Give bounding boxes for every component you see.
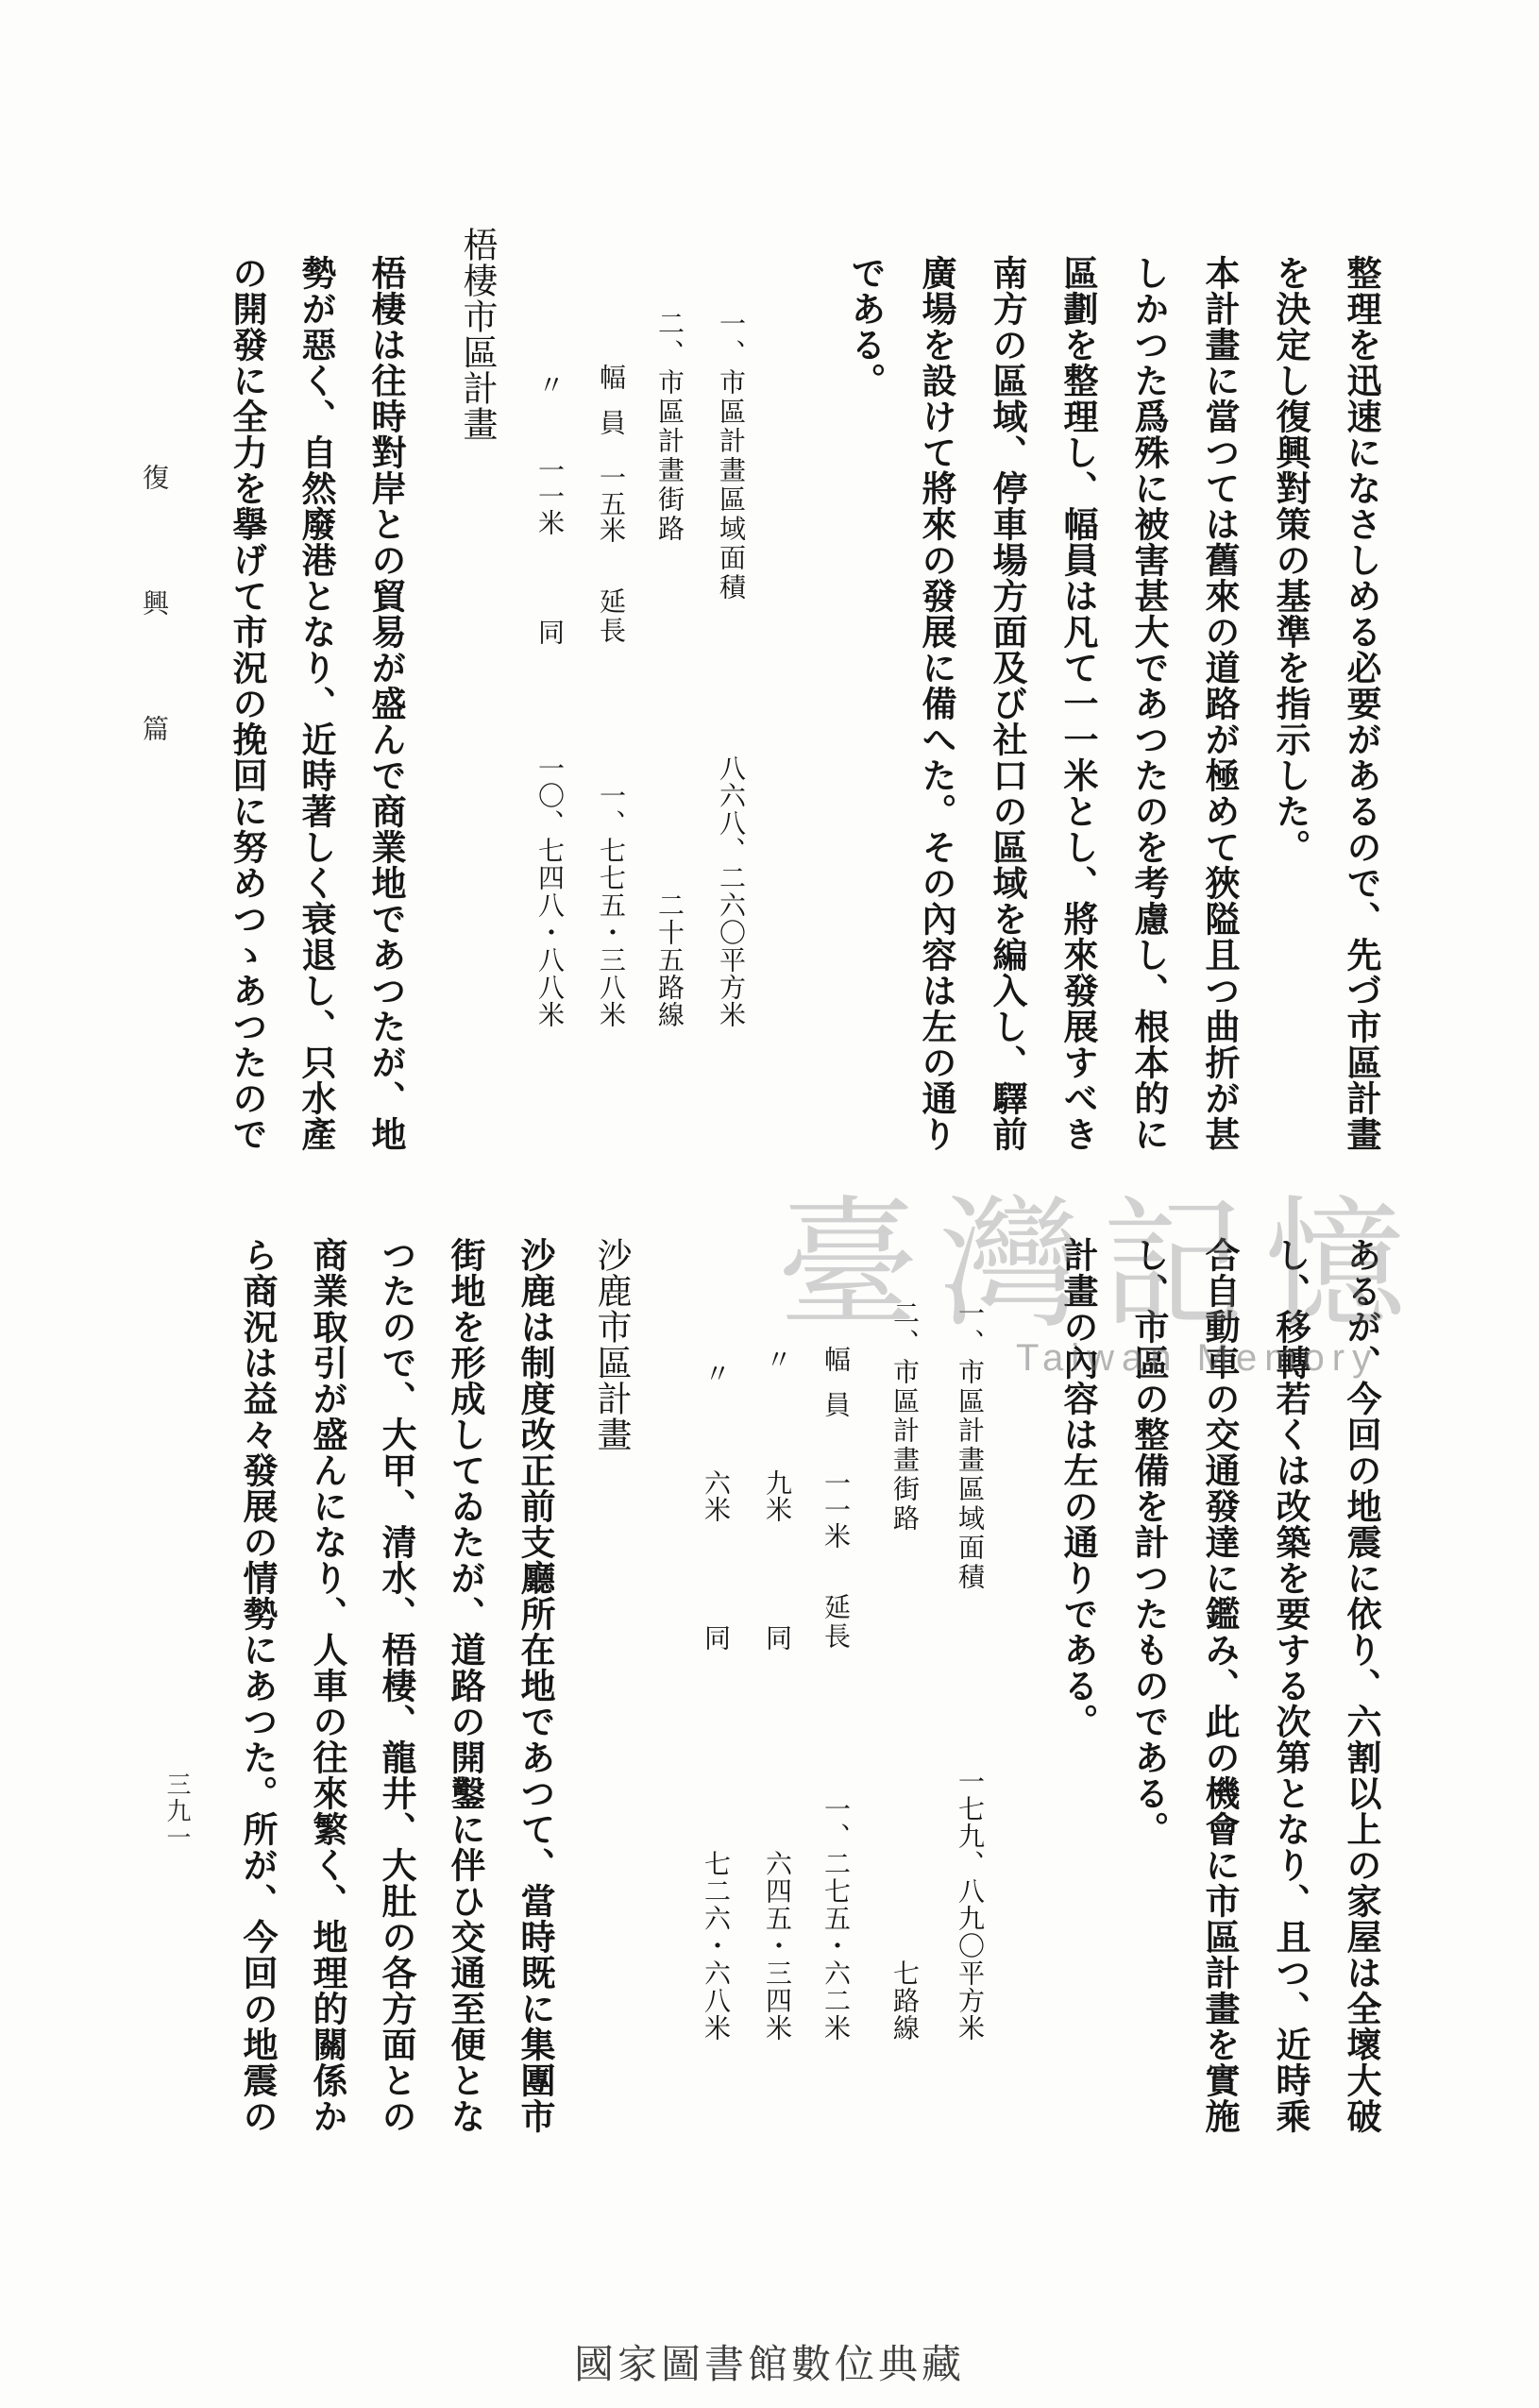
body-text-column: 計畫の內容は左の通りである。 <box>1057 1237 1099 1739</box>
section-text-column: 商業取引が盛んになり、人車の往來繁く、地理的關係か <box>307 1237 348 2134</box>
section-text-column: 沙鹿は制度改正前支廳所在地であつて、當時既に集團市 <box>515 1237 556 2134</box>
section-text-column: の開發に全力を擧げて市況の挽回に努めつゝあつたので <box>227 255 268 1152</box>
body-text-column: あるが、今回の地震に依り、六割以上の家屋は全壞大破 <box>1341 1237 1382 2134</box>
section-heading: 沙鹿市區計畫 <box>591 1237 632 1452</box>
plan-item-label: 二、市區計畫街路 <box>654 310 685 544</box>
plan-item-value: 一七九、八九〇平方米 <box>955 1768 986 2042</box>
road-spec-term: 同 <box>701 1624 732 1653</box>
plan-item-value: 七路線 <box>889 1959 921 2042</box>
section-text-column: 街地を形成してゐたが、道路の開鑿に伴ひ交通至便とな <box>445 1237 486 2134</box>
plan-item-value: 二十五路線 <box>654 891 685 1028</box>
body-text-column: 南方の區域、停車場方面及び社口の區域を編入し、驛前 <box>987 255 1028 1152</box>
body-text-column: しかつた爲殊に被害甚大であつたのを考慮し、根本的に <box>1128 255 1170 1152</box>
watermark-logo: 臺灣記憶 <box>777 1183 1428 1348</box>
section-text-column: 梧棲は往時對岸との貿易が盛んで商業地であつたが、地 <box>365 255 407 1152</box>
archive-footer: 國家圖書館數位典藏 <box>573 2341 965 2387</box>
watermark-subtitle: Taiwan Memory <box>1016 1337 1379 1379</box>
road-spec-head: 〃 <box>762 1346 793 1375</box>
road-spec-head: 幅員 <box>820 1346 852 1436</box>
road-spec-value: 七二六・六八米 <box>701 1850 732 2042</box>
section-text-column: つたので、大甲、清水、梧棲、龍井、大肚の各方面との <box>376 1237 417 2134</box>
body-text-column: し、市區の整備を計つたものである。 <box>1128 1237 1170 1847</box>
road-spec-width: 九米 <box>762 1469 793 1522</box>
road-spec-value: 一〇、七四八・八八米 <box>534 755 566 1028</box>
section-text-column: ら商況は益々發展の情勢にあつた。所が、今回の地震の <box>237 1237 279 2134</box>
page-number: 三九一 <box>162 1772 191 1851</box>
body-text-column: 本計畫に當つては舊來の道路が極めて狹隘且つ曲折が甚 <box>1199 255 1241 1152</box>
section-heading: 梧棲市區計畫 <box>457 227 498 442</box>
body-text-column: を決定し復興對策の基準を指示した。 <box>1270 255 1311 865</box>
body-text-column: 整理を迅速になさしめる必要があるので、先づ市區計畫 <box>1341 255 1382 1152</box>
road-spec-width: 一五米 <box>596 464 627 543</box>
road-spec-term: 延長 <box>596 587 627 646</box>
body-text-column: 區劃を整理し、幅員は凡て一一米とし、將來發展すべき <box>1057 255 1099 1152</box>
road-spec-value: 一、二七五・六二米 <box>820 1795 852 2042</box>
body-text-column: 合自動車の交通發達に鑑み、此の機會に市區計畫を實施 <box>1199 1237 1241 2134</box>
plan-item-label: 一、市區計畫區域面積 <box>716 310 747 602</box>
road-spec-head: 幅員 <box>596 364 627 454</box>
road-spec-term: 同 <box>534 619 566 648</box>
running-head: 復興篇 <box>139 464 170 840</box>
plan-item-label: 一、市區計畫區域面積 <box>955 1299 986 1592</box>
road-spec-width: 一一米 <box>820 1469 852 1549</box>
road-spec-term: 同 <box>762 1624 793 1653</box>
body-text-column: 廣場を設けて將來の發展に備へた。その內容は左の通り <box>916 255 957 1152</box>
road-spec-head: 〃 <box>701 1360 732 1389</box>
plan-item-label: 二、市區計畫街路 <box>889 1299 921 1534</box>
road-spec-head: 〃 <box>534 371 566 400</box>
road-spec-width: 一一米 <box>534 456 566 535</box>
road-spec-value: 一、七七五・三八米 <box>596 782 627 1028</box>
section-text-column: 勢が惡く、自然廢港となり、近時著しく衰退し、只水產 <box>296 255 337 1152</box>
road-spec-term: 延長 <box>820 1593 852 1652</box>
road-spec-width: 六米 <box>701 1469 732 1522</box>
body-text-column: し、移轉若くは改築を要する次第となり、且つ、近時乘 <box>1270 1237 1311 2134</box>
body-text-column: である。 <box>845 255 887 399</box>
road-spec-value: 六四五・三四米 <box>762 1850 793 2042</box>
plan-item-value: 八六八、二六〇平方米 <box>716 755 747 1028</box>
